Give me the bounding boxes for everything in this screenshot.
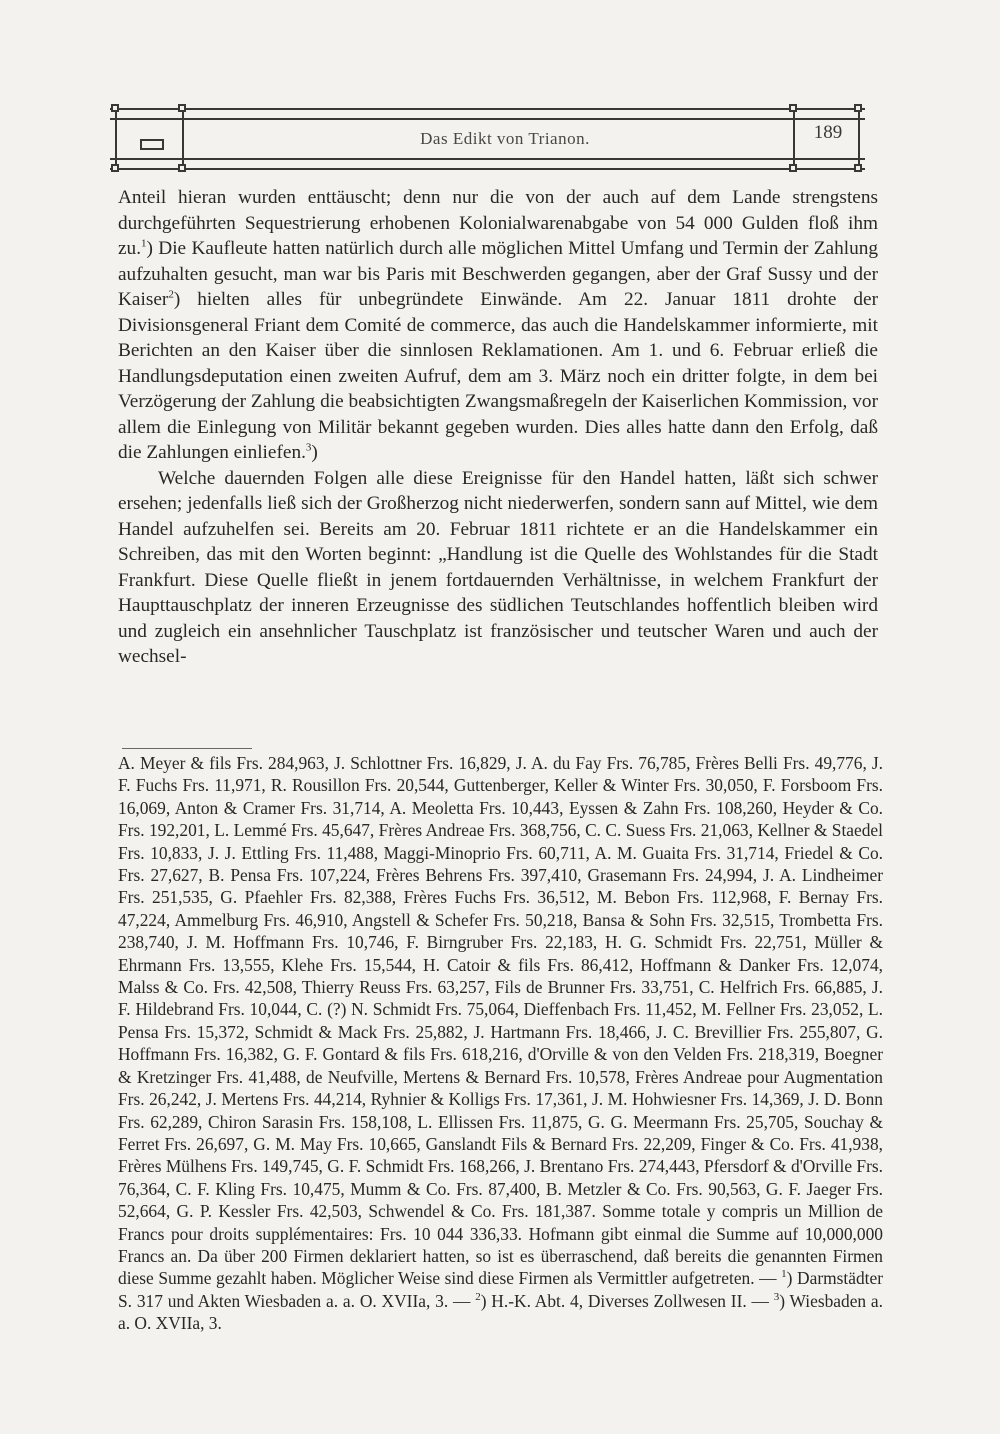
header-bottom-rule-outer: [110, 168, 865, 170]
corner-ornament: [178, 104, 186, 112]
corner-ornament: [789, 164, 797, 172]
corner-ornament: [111, 164, 119, 172]
corner-ornament: [111, 104, 119, 112]
footnote-marker: 1: [141, 237, 147, 250]
header-box-ornament: [140, 139, 164, 150]
page-number: 189: [813, 122, 843, 143]
corner-ornament: [789, 104, 797, 112]
corner-ornament: [854, 164, 862, 172]
header-right-rule-outer: [858, 108, 860, 170]
paragraph: Welche dauernden Folgen alle diese Ereignisse für den Handel hatten, läßt sich schwer ersehen; jedenfalls ließ sich der Großherzog nicht niederwerfen, sondern sann auf Mittel, wie dem Handel aufzuhelfen sei. Bereits am 20. Februar 1811 richtete er an die Handelskammer ein Schreiben, das mit den Worten beginnt: „Handlung ist die Quelle des Wohlstandes für die Stadt Frankfurt. Diese Quelle fließt in jenem fortdauernden Verhältnisse, in welchem Frankfurt der Haupttauschplatz der inneren Erzeugnisse des südlichen Teutschlandes hoffentlich bleiben wird und zugleich ein ansehnlicher Tauschplatz ist französischer und teutscher Waren und auch der wechsel-: [118, 467, 878, 667]
footnote-text: A. Meyer & fils Frs. 284,963, J. Schlottner Frs. 16,829, J. A. du Fay Frs. 76,785, Frères Belli Frs. 49,776, J. F. Fuchs Frs. 11,971, R. Rousillon Frs. 20,544, Guttenberger, Keller & Winter Frs. 30,050, F. Forsboom Frs. 16,069, Anton & Cramer Frs. 31,714, A. Meoletta Frs. 10,443, Eyssen & Zahn Frs. 108,260, Heyder & Co. Frs. 192,201, L. Lemmé Frs. 45,647, Frères Andreae Frs. 368,756, C. C. Suess Frs. 21,063, Kellner & Staedel Frs. 10,833, J. J. Ettling Frs. 11,488, Maggi-Minoprio Frs. 60,711, A. M. Guaita Frs. 31,714, Friedel & Co. Frs. 27,627, B. Pensa Frs. 107,224, Frères Behrens Frs. 397,410, Grasemann Frs. 24,994, J. A. Lindheimer Frs. 251,535, G. Pfaehler Frs. 82,388, Frères Fuchs Frs. 36,512, M. Bebon Frs. 112,968, F. Bernay Frs. 47,224, Ammelburg Frs. 46,910, Angstell & Schefer Frs. 50,218, Bansa & Sohn Frs. 32,515, Trombetta Frs. 238,740, J. M. Hoffmann Frs. 10,746, F. Birngruber Frs. 22,183, H. G. Schmidt Frs. 22,751, Müller & Ehrmann Frs. 13,555, Klehe Frs. 15,544, H. Catoir & fils Frs. 86,412, Hoffmann & Danker Frs. 12,074, Malss & Co. Frs. 42,508, Thierry Reuss Frs. 63,257, Fils de Brunner Frs. 33,751, C. Helfrich Frs. 66,885, J. F. Hildebrand Frs. 10,044, C. (?) N. Schmidt Frs. 75,064, Dieffenbach Frs. 11,452, M. Fellner Frs. 23,052, L. Pensa Frs. 15,372, Schmidt & Mack Frs. 25,882, J. Hartmann Frs. 18,466, J. C. Brevillier Frs. 255,807, G. Hoffmann Frs. 16,382, G. F. Gontard & fils Frs. 618,216, d'Orville & von den Velden Frs. 218,319, Boegner & Kretzinger Frs. 41,488, de Neufville, Mertens & Bernard Frs. 10,578, Frères Andreae pour Augmentation Frs. 26,242, J. Mertens Frs. 44,214, Ryhnier & Kolligs Frs. 17,361, J. M. Hohwiesner Frs. 14,369, J. D. Bonn Frs. 62,289, Chiron Sarasin Frs. 158,108, L. Ellissen Frs. 11,875, G. G. Meermann Frs. 25,705, Souchay & Ferret Frs. 26,697, G. M. May Frs. 10,665, Ganslandt Fils & Bernard Frs. 22,209, Finger & Co. Frs. 41,938, Frères Mülhens Frs. 149,745, G. F. Schmidt Frs. 168,266, J. Brentano Frs. 274,443, Pfersdorf & d'Orville Frs. 76,364, C. F. Kling Frs. 10,475, Mumm & Co. Frs. 87,400, B. Metzler & Co. Frs. 90,563, G. F. Jaeger Frs. 52,664, G. P. Kessler Frs. 42,503, Schwendel & Co. Frs. 181,387. Somme totale y compris un Million de Francs pour droits supplémentaires: Frs. 10 044 336,33. Hofmann gibt einmal die Summe auf 10,000,000 Francs an. Da über 200 Firmen deklariert hatten, so ist es überraschend, daß bereits die genannten Firmen diese Summe gezahlt haben. Möglicher Weise sind diese Firmen als Vermittler aufgetreten. — $^1$) Darmstädter S. 317 und Akten Wiesbaden a. a. O. XVIIa, 3. — $^2$) H.-K. Abt. 4, Diverses Zollwesen II. — $^3$) Wiesbaden a. a. O. XVIIa, 3.: [118, 753, 883, 1334]
header-left-rule-outer: [115, 108, 117, 170]
main-text: [118, 185, 878, 670]
header-bottom-rule-inner: [110, 158, 865, 160]
header-left-rule-inner: [182, 108, 184, 170]
corner-ornament: [178, 164, 186, 172]
footnote-marker: 2: [475, 1290, 481, 1303]
footnote-marker: 3: [305, 441, 312, 454]
corner-ornament: [854, 104, 862, 112]
footnotes: [118, 752, 883, 1335]
footnote-marker: 3: [773, 1290, 780, 1303]
header-top-rule-outer: [110, 108, 865, 110]
footnote-marker: 2: [168, 288, 174, 301]
footnote-marker: 1: [781, 1268, 787, 1281]
header-top-rule-inner: [110, 118, 865, 120]
running-title: Das Edikt von Trianon.: [420, 129, 590, 148]
header-frame: [110, 103, 865, 173]
header-right-rule-inner: [793, 108, 795, 170]
paragraph: Anteil hieran wurden enttäuscht; denn nur die von der auch auf dem Lande strengstens durchgeführten Sequestrierung erhobenen Kolonialwarenabgabe von 54 000 Gulden floß ihm zu.$^1$) Die Kaufleute hatten natürlich durch alle möglichen Mittel Umfang und Termin der Zahlung aufzuhalten gesucht, man war bis Paris mit Beschwerden gegangen, aber der Graf Sussy und der Kaiser$^2$) hielten alles für unbegründete Einwände. Am 22. Januar 1811 drohte der Divisionsgeneral Friant dem Comité de commerce, das auch die Handelskammer informierte, mit Berichten an den Kaiser über die sinnlosen Reklamationen. Am 1. und 6. Februar erließ die Handlungsdeputation einen zweiten Aufruf, dem am 3. März noch ein dritter folgte, in dem bei Verzögerung der Zahlung die beabsichtigten Zwangsmaßregeln der Kaiserlichen Kommission, vor allem die Einlegung von Militär bekannt gegeben wurden. Dies alles hatte dann den Erfolg, daß die Zahlungen einliefen.$^3$): [118, 187, 878, 463]
footnote-separator: [122, 748, 252, 749]
